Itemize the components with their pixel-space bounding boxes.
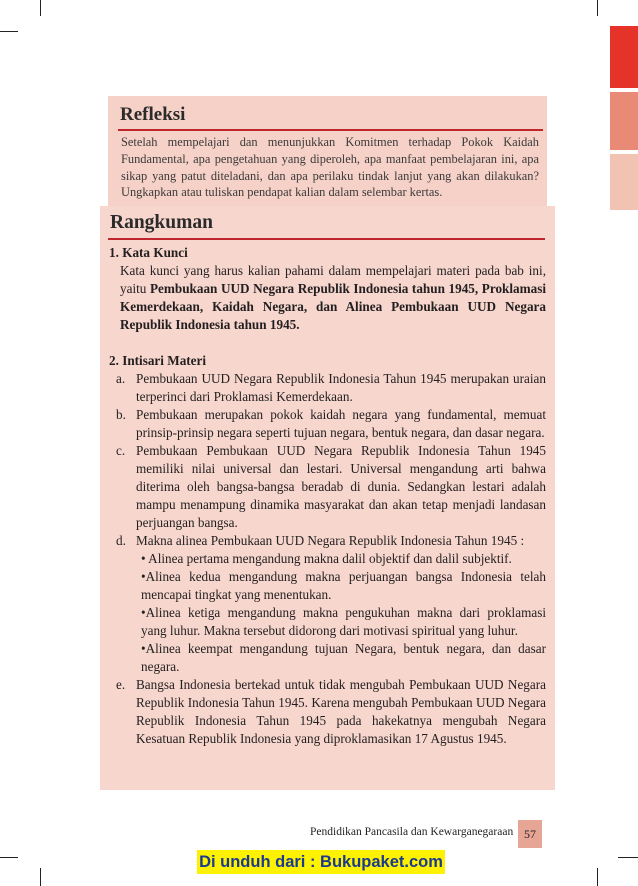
- rangkuman-title: Rangkuman: [110, 212, 213, 233]
- book-title: Pendidikan Pancasila dan Kewarganegaraan: [310, 826, 514, 838]
- rangkuman-box: [100, 206, 555, 790]
- item-text: Pembukaan Pembukaan UUD Negara Republik Indonesia Tahun 1945 memiliki nilai universal dan lestari. Universal mengandung arti bahwa diterima oleh bangsa-bangsa beradab di dunia. Sedangkan lestari adalah mampu menampung dinamika masyarakat dan akan tetap menjadi landasan perjuangan bangsa.: [136, 443, 546, 530]
- item-text: Pembukaan merupakan pokok kaidah negara yang fundamental, memuat prinsip-prinsip negara seperti tujuan negara, bentuk negara, dan dasar negara.: [136, 407, 546, 440]
- bullet-item: •Alinea ketiga mengandung makna pengukuhan makna dari proklamasi yang luhur. Makna tersebut didorong dari motivasi spiritual yang luhur.: [141, 605, 546, 638]
- bullet-item: •Alinea keempat mengandung tujuan Negara, bentuk negara, dan dasar negara.: [141, 641, 546, 674]
- crop-mark: [0, 31, 18, 32]
- item-text: Pembukaan UUD Negara Republik Indonesia Tahun 1945 merupakan uraian terperinci dari Proklamasi Kemerdekaan.: [136, 371, 546, 404]
- refleksi-title: Refleksi: [120, 104, 186, 125]
- item-label: d.: [116, 533, 126, 548]
- item-label: b.: [116, 407, 126, 422]
- kata-kunci-paragraph: [120, 262, 546, 334]
- crop-mark: [597, 868, 598, 886]
- item-label: e.: [116, 677, 126, 692]
- item-label: a.: [116, 371, 126, 386]
- item-body: [136, 532, 546, 676]
- refleksi-text: Setelah mempelajari dan menunjukkan Komitmen terhadap Pokok Kaidah Fundamental, apa pengetahuan yang diperoleh, apa manfaat pembelajaran ini, apa sikap yang patut diteladani, dan apa perilaku tindak lanjut yang akan dilakukan? Ungkapkan atau tuliskan pendapat kalian dalam selembar kertas.: [121, 135, 539, 200]
- bullet-item: • Alinea pertama mengandung makna dalil objektif dan dalil subjektif.: [141, 551, 512, 566]
- list-item: [109, 370, 546, 406]
- section-title: 2. Intisari Materi: [109, 353, 207, 368]
- divider: [108, 238, 545, 240]
- rangkuman-content: [109, 244, 546, 748]
- chapter-tab: [610, 26, 638, 88]
- crop-mark: [618, 857, 638, 858]
- page-number: 57: [518, 820, 542, 848]
- list-item: [109, 442, 546, 532]
- divider: [118, 129, 543, 131]
- list-item: [109, 406, 546, 442]
- list-item: [109, 532, 546, 676]
- item-label: c.: [116, 443, 126, 458]
- bullet-item: •Alinea kedua mengandung makna perjuangan bangsa Indonesia telah mencapai tingkat yang menentukan.: [141, 569, 546, 602]
- section-title: 1. Kata Kunci: [109, 245, 188, 260]
- kata-kunci-text: Kata kunci yang harus kalian pahami dalam mempelajari materi pada bab ini, yaitu: [120, 263, 546, 296]
- item-text: Bangsa Indonesia bertekad untuk tidak mengubah Pembukaan UUD Negara Republik Indonesia Tahun 1945. Karena mengubah Pembukaan UUD Negara Republik Indonesia Tahun 1945 pada hakekatnya mengubah Negara Kesatuan Republik Indonesia yang diproklamasikan 17 Agustus 1945.: [136, 677, 546, 746]
- download-watermark: Di unduh dari : Bukupaket.com: [197, 850, 445, 874]
- kata-kunci-bold: Pembukaan UUD Negara Republik Indonesia tahun 1945, Proklamasi Kemerdekaan, Kaidah Negara, dan Alinea Pembukaan UUD Negara Republik Indonesia tahun 1945.: [120, 281, 547, 332]
- crop-mark: [0, 857, 18, 858]
- item-text: Makna alinea Pembukaan UUD Negara Republik Indonesia Tahun 1945 :: [136, 533, 525, 548]
- crop-mark: [40, 0, 41, 16]
- chapter-tab: [610, 92, 638, 150]
- list-item: [109, 676, 546, 748]
- crop-mark: [597, 0, 598, 16]
- crop-mark: [40, 868, 41, 886]
- chapter-tab: [610, 154, 638, 210]
